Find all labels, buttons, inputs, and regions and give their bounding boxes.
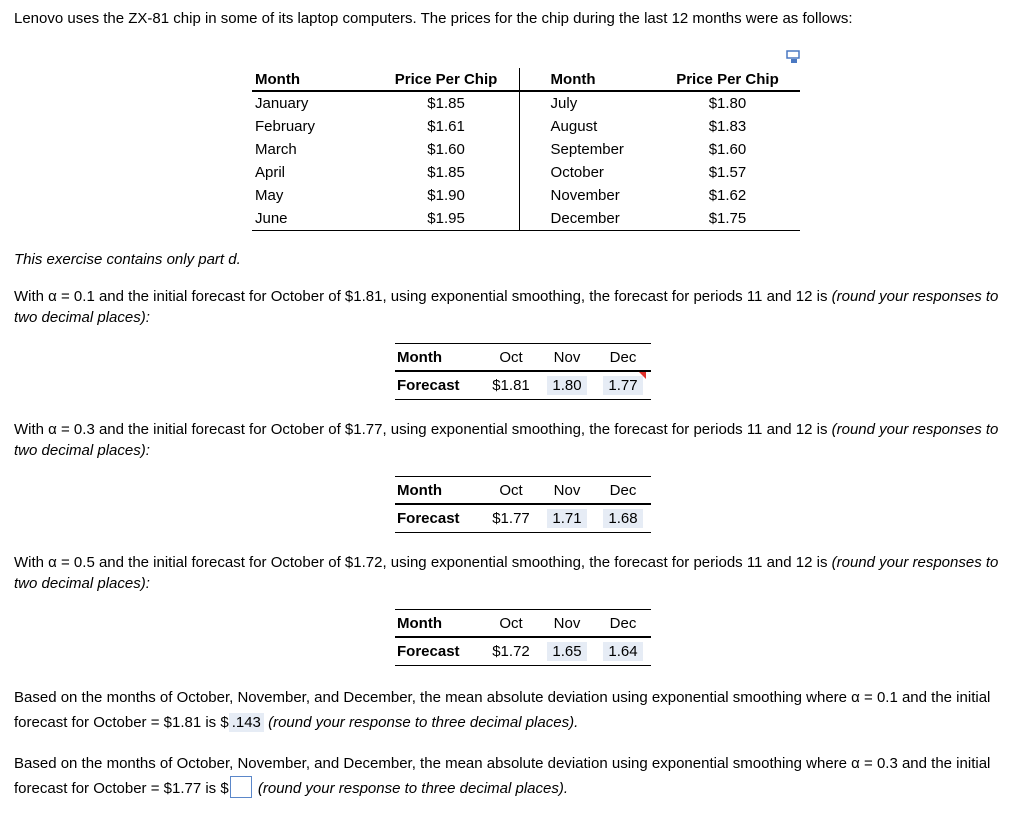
- question-text: With α = 0.5 and the initial forecast for October of $1.72, using exponential smoothing, the forecast for periods 11 and 12 is: [14, 554, 828, 571]
- month-cell: September: [550, 141, 624, 158]
- table-row: [252, 91, 800, 115]
- month-oct: Oct: [483, 344, 539, 372]
- month-nov: Nov: [539, 477, 595, 505]
- mad-answer[interactable]: .143: [229, 713, 264, 732]
- month-label: Month: [395, 344, 483, 372]
- month-oct: Oct: [483, 477, 539, 505]
- forecast-dec-answer[interactable]: [603, 376, 642, 395]
- question-text: With α = 0.3 and the initial forecast for October of $1.77, using exponential smoothing, the forecast for periods 11 and 12 is: [14, 421, 828, 438]
- forecast-oct: $1.77: [483, 504, 539, 533]
- month-cell: February: [255, 118, 316, 135]
- month-dec: Dec: [595, 610, 651, 638]
- question-alpha-0.1: [14, 286, 1014, 328]
- month-cell: July: [550, 95, 578, 112]
- part-note: This exercise contains only part d.: [14, 251, 241, 268]
- month-cell: August: [550, 118, 598, 135]
- month-cell: October: [550, 164, 604, 181]
- forecast-row: [395, 504, 651, 533]
- answer-value: 1.77: [608, 377, 638, 394]
- forecast-row: [395, 371, 651, 400]
- question-text: Based on the months of October, November, and December, the mean absolute deviation using exponential smoothing where α = 0.3 and the initial forecast for October = $1.77 is $: [14, 755, 991, 797]
- question-text: Based on the months of October, November, and December, the mean absolute deviation using exponential smoothing where α = 0.1 and the initial forecast for October = $1.81 is $: [14, 689, 991, 731]
- price-cell: $1.80: [708, 95, 747, 112]
- price-cell: $1.60: [708, 141, 747, 158]
- price-cell: $1.95: [374, 207, 520, 231]
- forecast-nov-answer[interactable]: 1.71: [547, 509, 586, 528]
- forecast-table-alpha-0.1: [395, 343, 651, 400]
- month-nov: Nov: [539, 344, 595, 372]
- price-cell: $1.75: [655, 207, 800, 231]
- question-alpha-0.5: [14, 552, 1014, 594]
- forecast-oct: $1.81: [483, 371, 539, 400]
- price-cell: $1.85: [374, 91, 520, 115]
- forecast-label: Forecast: [395, 504, 483, 533]
- forecast-dec-answer[interactable]: 1.64: [603, 642, 642, 661]
- table-row: [252, 184, 800, 207]
- forecast-nov-answer[interactable]: 1.80: [547, 376, 586, 395]
- forecast-header-row: [395, 344, 651, 372]
- forecast-table-alpha-0.5: [395, 609, 651, 666]
- header-month: Month: [252, 68, 374, 91]
- month-dec: Dec: [595, 344, 651, 372]
- forecast-oct: $1.72: [483, 637, 539, 666]
- month-cell: December: [519, 207, 655, 231]
- forecast-label: Forecast: [395, 637, 483, 666]
- month-cell: April: [255, 164, 286, 181]
- question-text: With α = 0.1 and the initial forecast for October of $1.81, using exponential smoothing, the forecast for periods 11 and 12 is: [14, 288, 828, 305]
- rounding-instruction: (round your response to three decimal places).: [268, 714, 579, 731]
- month-cell: November: [550, 187, 620, 204]
- rounding-instruction: (round your responses to two decimal places):: [14, 421, 999, 459]
- month-label: Month: [395, 610, 483, 638]
- price-cell: $1.90: [374, 184, 520, 207]
- table-row: [252, 138, 800, 161]
- rounding-instruction: (round your responses to two decimal places):: [14, 288, 999, 326]
- price-cell: $1.57: [708, 164, 747, 181]
- price-cell: $1.62: [708, 187, 747, 204]
- price-cell: $1.61: [374, 115, 520, 138]
- price-cell: $1.60: [374, 138, 520, 161]
- copy-table-icon[interactable]: [786, 50, 802, 64]
- price-cell: $1.83: [708, 118, 747, 135]
- month-cell: June: [252, 207, 374, 231]
- month-cell: January: [255, 95, 309, 112]
- question-alpha-0.3: [14, 419, 1014, 461]
- forecast-dec-answer[interactable]: 1.68: [603, 509, 642, 528]
- mad-question-alpha-0.1: [14, 685, 1014, 735]
- table-row: [252, 161, 800, 184]
- forecast-label: Forecast: [395, 371, 483, 400]
- price-cell: $1.85: [374, 161, 520, 184]
- header-price: Price Per Chip: [655, 68, 800, 91]
- header-month: Month: [519, 68, 655, 91]
- forecast-header-row: [395, 610, 651, 638]
- forecast-table-alpha-0.3: [395, 476, 651, 533]
- incorrect-flag-icon: [639, 372, 646, 379]
- month-nov: Nov: [539, 610, 595, 638]
- month-cell: March: [255, 141, 297, 158]
- forecast-header-row: [395, 477, 651, 505]
- month-cell: May: [255, 187, 284, 204]
- intro-text: Lenovo uses the ZX-81 chip in some of its laptop computers. The prices for the chip during the last 12 months were as follows:: [14, 10, 853, 27]
- price-table: [252, 68, 800, 231]
- header-price: Price Per Chip: [374, 68, 520, 91]
- rounding-instruction: (round your response to three decimal places).: [257, 780, 569, 797]
- rounding-instruction: (round your responses to two decimal places):: [14, 554, 999, 592]
- month-dec: Dec: [595, 477, 651, 505]
- table-row: [252, 207, 800, 231]
- table-row: [252, 115, 800, 138]
- mad-answer-input[interactable]: [230, 776, 252, 798]
- month-label: Month: [395, 477, 483, 505]
- month-oct: Oct: [483, 610, 539, 638]
- forecast-row: [395, 637, 651, 666]
- price-table-header: [252, 68, 800, 91]
- mad-question-alpha-0.3: [14, 751, 1014, 801]
- forecast-nov-answer[interactable]: 1.65: [547, 642, 586, 661]
